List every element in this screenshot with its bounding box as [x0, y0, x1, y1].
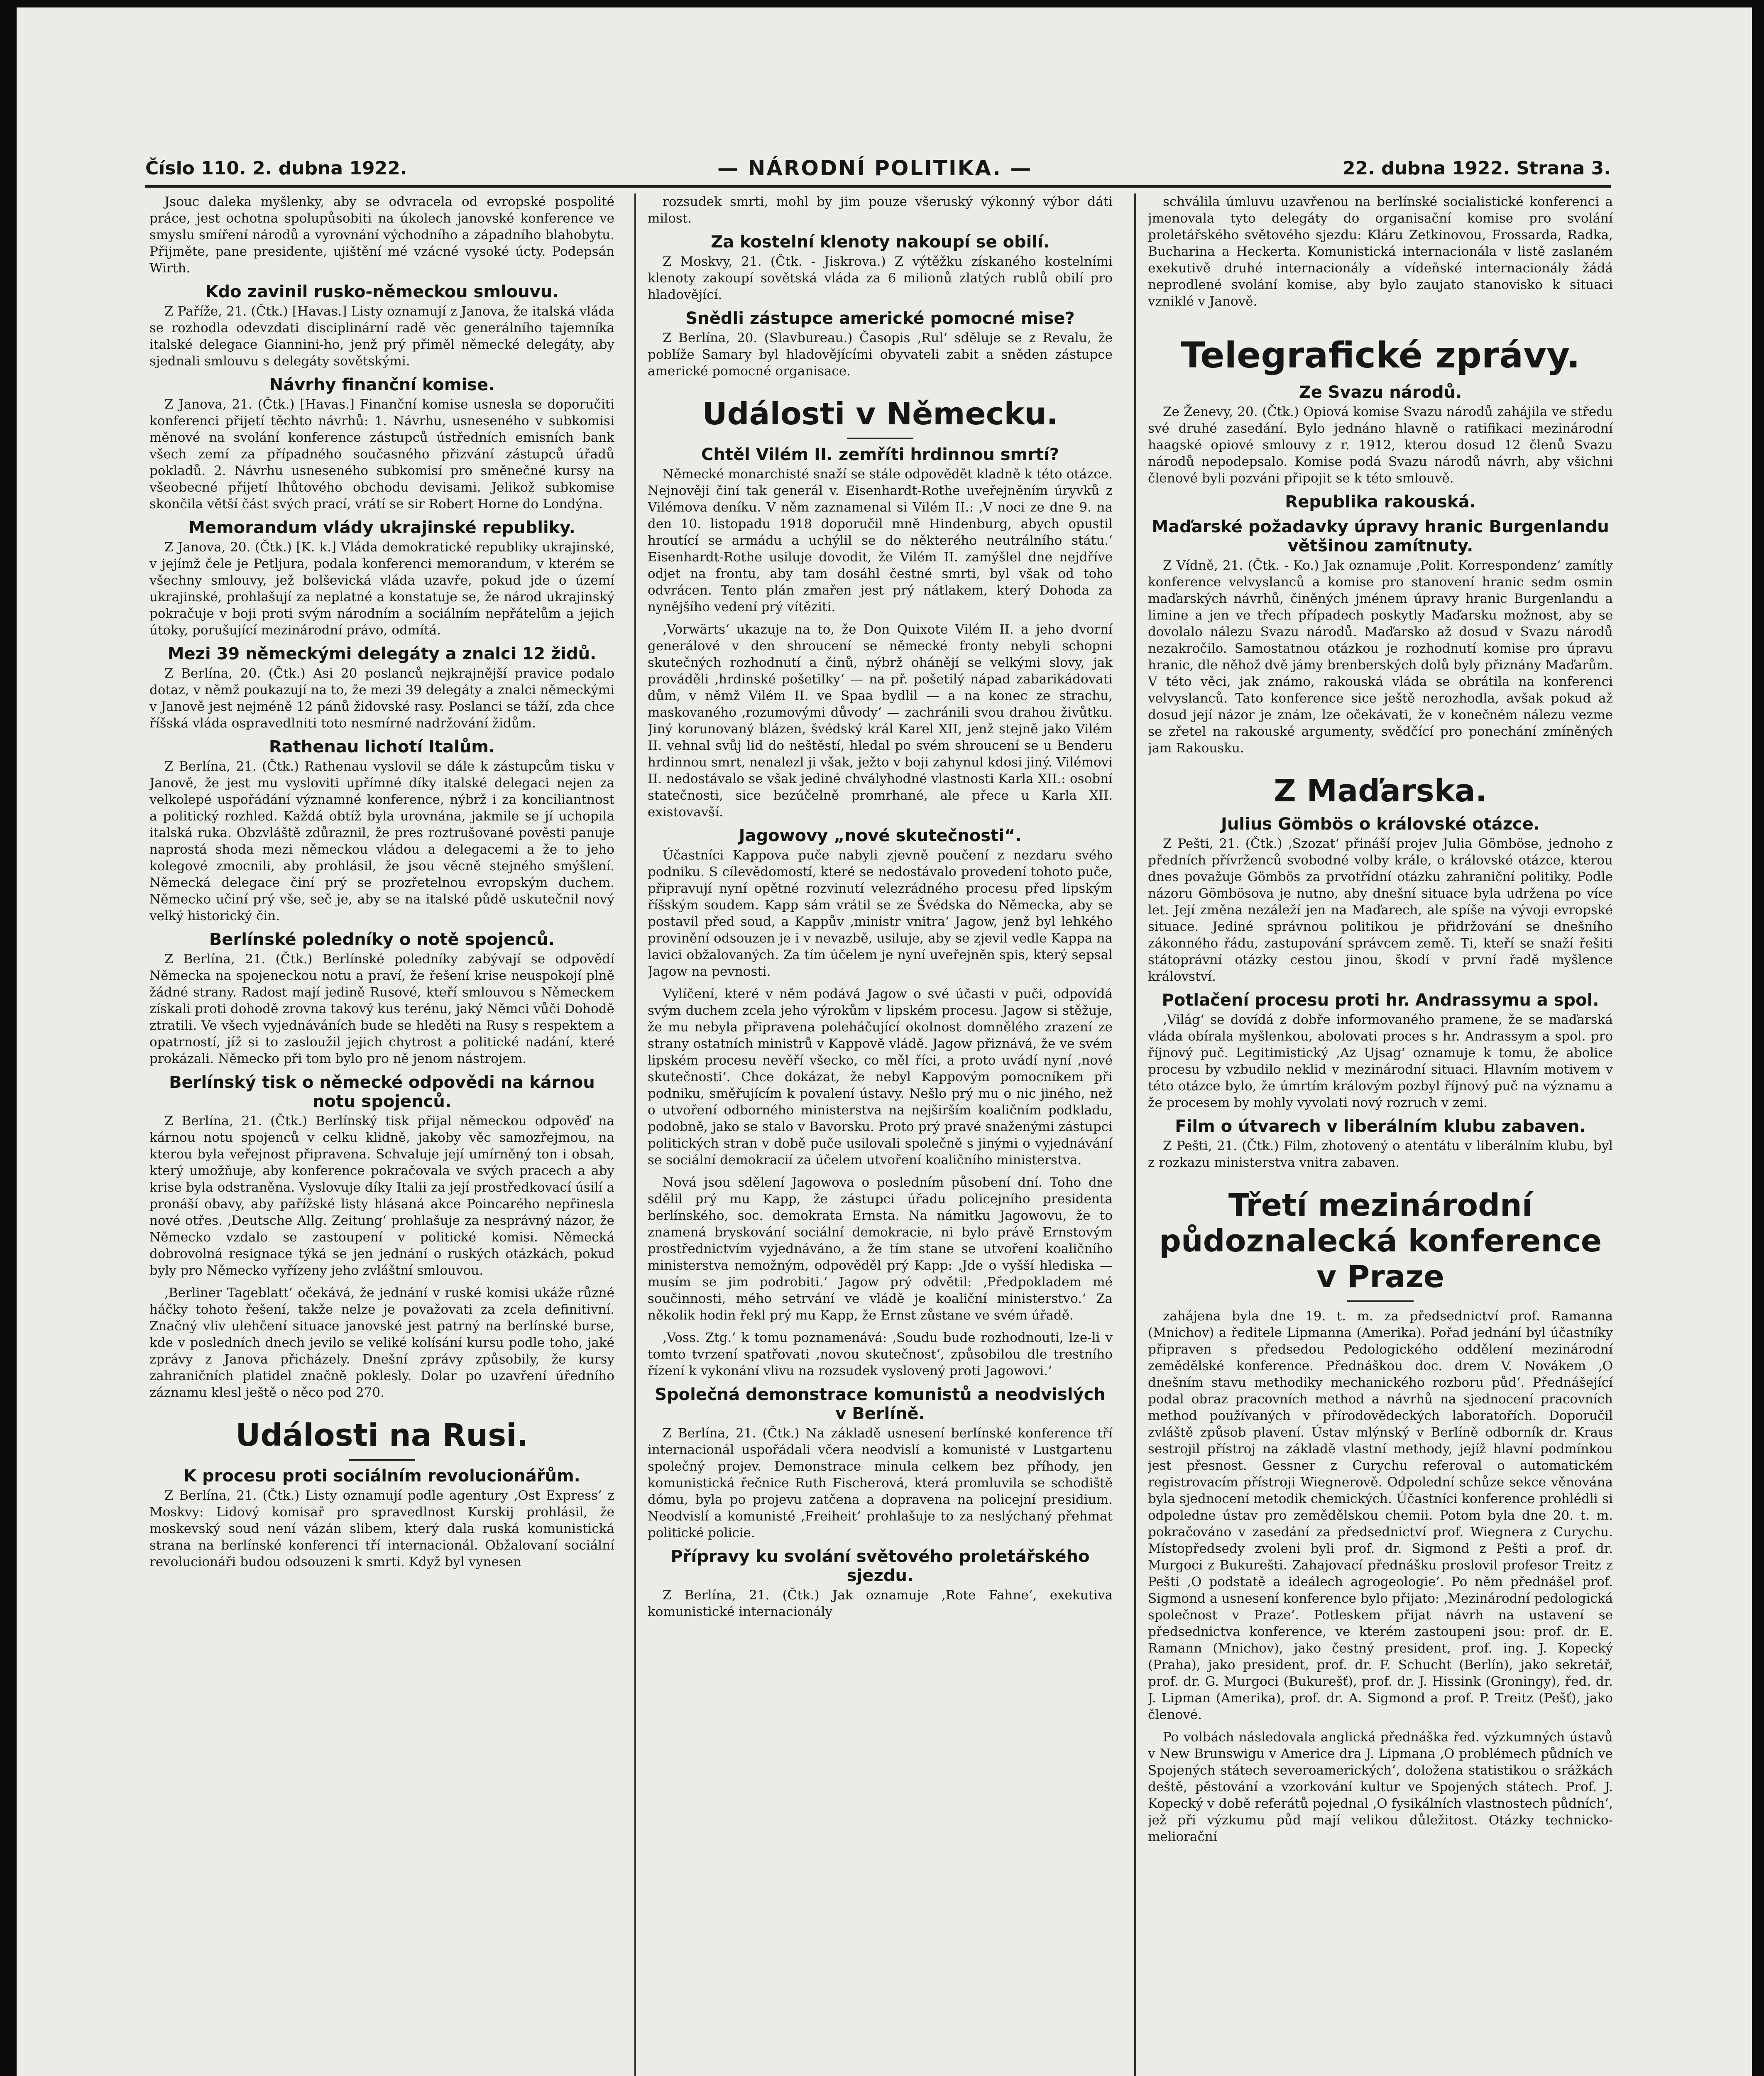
article-body: Z Berlína, 20. (Slavbureau.) Časopis ‚Rul‘ sděluje se z Revalu, že poblíže Samary byl hladovějícími obyvateli zabit a sněden zástupce americké pomocné organisace. — [648, 330, 1113, 379]
newspaper-page — [17, 7, 1752, 2076]
article-headline: Přípravy ku svolání světového proletářského sjezdu. — [670, 1547, 1090, 1585]
article — [648, 233, 1113, 303]
article-body: Z Berlína, 21. (Čtk.) Na základě usnesení berlínské konference tří internacionál uspořádali včera neodvislí a komunisté v Lustgartenu společný projev. Demonstrace minula celkem bez příhody, jen komunistická řečnice Ruth Fischerová, která promluvila se schodiště dómu, byla po projevu zatčena a dopravena na policejní presidium. Neodvislí a komunisté ‚Freiheit‘ prohlašuje to za neslýchaný přehmat politické policie. — [648, 1426, 1113, 1540]
section-heading: Z Maďarska. — [1274, 773, 1487, 809]
column-1-articles — [149, 193, 614, 1401]
header-rule — [145, 185, 1611, 188]
article-headline: Snědli zástupce americké pomocné mise? — [685, 309, 1075, 328]
page-number: 22. dubna 1922. Strana 3. — [1342, 157, 1611, 179]
column-1-tail — [149, 1466, 614, 1570]
article — [149, 193, 614, 277]
column-rule — [1134, 193, 1136, 2076]
column-2-articles — [648, 193, 1113, 379]
article-headline: Berlínský tisk o německé odpovědi na kárnou notu spojenců. — [169, 1073, 595, 1111]
article — [648, 1547, 1113, 1620]
article-body: ‚Világ‘ se dovídá z dobře informovaného pramene, že se maďarská vláda obírala myšlenkou, abolovati proces s hr. Andrassym a spol. pro říjnový puč. Legitimistický ‚Az Ujsag‘ oznamuje k tomu, že abolice procesu by vzbudilo neklid v mezinárodní situaci. Hlavním motivem v této otázce bylo, že úmrtím královým pozbyl říjnový puč na významu a že procesem by mohly vyvolati nový rozruch v zemi. — [1148, 1012, 1613, 1110]
section-heading: Telegrafické zprávy. — [1180, 335, 1581, 376]
column-2-tail — [648, 445, 1113, 1620]
masthead: — NÁRODNÍ POLITIKA. — — [717, 156, 1032, 180]
section-rule — [847, 438, 913, 439]
column-3-articles — [1148, 193, 1613, 310]
article-body: Po volbách následovala anglická přednáška řed. výzkumných ústavů v New Brunswigu v Americe dra J. Lipmana ‚O problémech půdních ve Spojených státech severoamerických‘, doložena statistikou o srážkách deště, pěstování a vzorkování kultur ve Spojených státech. Prof. J. Kopecký v době referátů pojednal ‚O fysikálních vlastnostech půdních‘, jež při výzkumu půd mají velikou důležitost. Otázky technicko-meliorační — [1148, 1730, 1613, 1844]
article-headline: Jagowovy „nové skutečnosti“. — [739, 826, 1022, 845]
article-headline: Memorandum vlády ukrajinské republiky. — [188, 518, 575, 537]
article-body: Vylíčení, které v něm podává Jagow o své účasti v puči, odpovídá svým duchem zcela jeho výrokům v lipském procesu. Jagow si stěžuje, že mu nebyla připravena poleháčující okolnost domnělého zrazení ze strany ostatních ministrů v Kappově vládě. Jagow přiznává, že ve svém lipském procesu nevěří všecko, co měl říci, a proto uvádí nyní ‚nové skutečnosti‘. Chce dokázat, že nebyl Kappovým pomocníkem při podniku, směřujícím k povalení ústavy. Nešlo prý mu o nic jiného, než o utvoření odborného ministerstva na nejširším koaličním podkladu, podobně, jako se stalo v Bavorsku. Proto prý pravé snaženými zástupci politických stran v době puče usilovali společně s jinými o vyjednávání se sociální demokracií za účelem utvoření koaličního ministerstva. — [648, 987, 1113, 1168]
article-body: Z Berlína, 21. (Čtk.) Berlínský tisk přijal německou odpověď na kárnou notu spojenců v celku klidně, jakoby věc samozřejmou, na kterou byla veřejnost připravena. Schvaluje její umírněný ton i obsah, který umožňuje, aby konference pokračovala ve svých pracech a aby krise byla odstraněna. Vyslovuje díky Italii za její prostředkovací úsilí a pronáší obavy, aby pařížské listy hlásaná akce Poincarého nepřinesla nové otřes. ‚Deutsche Allg. Zeitung‘ prohlašuje za nesprávný názor, že Německo vzdalo se zastoupení v politické komisi. Německá dobrovolná resignace týká se jen jednání o ruských otázkách, pokud byly pro Německo vyřízeny jeho zvláštní smlouvou. — [149, 1114, 614, 1278]
article — [648, 1329, 1113, 1379]
article-headline: Film o útvarech v liberálním klubu zabaven. — [1175, 1117, 1586, 1136]
column-1 — [149, 193, 614, 2076]
article-headline: Potlačení procesu proti hr. Andrassymu a spol. — [1162, 991, 1599, 1010]
article — [648, 1385, 1113, 1541]
article — [648, 621, 1113, 820]
article-headline: K procesu proti sociálním revolucionářům. — [183, 1466, 580, 1486]
article — [1148, 1729, 1613, 1845]
article-headline: Republika rakouská. — [1285, 492, 1476, 512]
article — [149, 1073, 614, 1279]
article — [648, 1174, 1113, 1324]
article-body: Z Janova, 21. (Čtk.) [Havas.] Finanční komise usnesla se doporučiti konferenci přijetí těchto návrhů: 1. Návrhu, usneseného v subkomisi měnové na svolání konference zástupců ústředních emisních bank všech zemí za případného současného přizvání zástupců úřadů pokladů. 2. Návrhu usneseného subkomisí pro směnečné kursy na všeobecné přijetí lhůtového obchodu devisami. Jelikož subkomise skončila větší část svých prací, vrátí se sir Robert Horne do Londýna. — [149, 397, 614, 512]
section-rule — [1347, 1300, 1414, 1302]
section-rule — [349, 1459, 415, 1461]
article-body: ‚Voss. Ztg.‘ k tomu poznamenává: ‚Soudu bude rozhodnouti, lze-li v tomto tvrzení spatřovati ‚novou skutečnost‘, způsobilou dle trestního řízení k vykonání vlivu na rozsudek vyslovený proti Jagowovi.‘ — [648, 1330, 1113, 1378]
article-headline: Julius Gömbös o královské otázce. — [1221, 815, 1540, 834]
issue-info: Číslo 110. 2. dubna 1922. — [145, 157, 407, 179]
article — [1148, 383, 1613, 487]
article-headline: Kdo zavinil rusko-německou smlouvu. — [205, 282, 559, 301]
article — [149, 375, 614, 512]
article — [648, 826, 1113, 980]
column-3 — [1148, 193, 1613, 2076]
article — [1148, 492, 1613, 512]
article-body: Z Berlína, 21. (Čtk.) Rathenau vyslovil se dále k zástupcům tisku v Janově, že jest mu vysloviti upřímné díky italské delegaci nejen za velkolepé uspořádání významné konference, nýbrž i za konciliantnost a politický rozhled. Každá obtíž byla urovnána, jakmile se jí uchopila italská ruka. Obzvláště zdůraznil, že pres roztrušované pověsti panuje naprostá shoda mezi německou vládou a delegacemi a že to jeho kolegové zmocnili, aby prohlásil, že jsou věcně stejného smýšlení. Německá delegace činí prý se prozřetelnou evropským duchem. Německo učiní prý vše, seč je, aby se na italské půdě uskutečnil nový velký historický čin. — [149, 759, 614, 923]
article-headline: Za kostelní klenoty nakoupí se obilí. — [711, 233, 1050, 252]
article-body: Z Vídně, 21. (Čtk. - Ko.) Jak oznamuje ‚Polit. Korrespondenz‘ zamítly konference velvyslanců a komise pro stanovení hranic sedm osmin maďarských návrhů, činěných jménem úpravy hranic Burgenlandu a limine a jen ve třech případech poskytly Maďarsku možnost, aby se dovolalo nálezu Svazu národů. Maďarsko až dosud v Svazu národů nezakročilo. Samostatnou otázkou je rozhodnutí komise pro úpravu hranic, dle něhož dvě jámy brenberských dolů byly přiznány Maďarům. V této věci, jak známo, rakouská vláda se obrátila na konferenci velvyslanců. Tato konference sice ještě nerozhodla, avšak pokud až dosud její názor je znám, lze očekávati, že v konečném nálezu vezme se zřetel na rakouské argumenty, svědčící pro ponechání zmíněných jam Rakousku. — [1148, 558, 1613, 756]
article-body: Z Berlína, 21. (Čtk.) Berlínské poledníky zabývají se odpovědí Německa na spojeneckou notu a praví, že řešení krise neuspokojí plně žádné strany. Radost mají jedině Rusové, kteří smlouvou s Německem získali proti dohodě zrovna takový kus terénu, jaký Němci vůči Dohodě ztratili. Ve všech vyjednáváních bude se hleděti na Rusy s respektem a opatrností, jíž si to zasloužil jejich chytrost a politické nadání, které prokázali. Německo při tom bylo pro ně jenom nástrojem. — [149, 952, 614, 1066]
article — [648, 193, 1113, 227]
article — [149, 282, 614, 370]
column-3-tail-3 — [1148, 1308, 1613, 1845]
page-header — [145, 155, 1611, 181]
article-headline: Rathenau lichotí Italům. — [269, 737, 495, 756]
article — [149, 737, 614, 924]
article-body: Z Berlína, 21. (Čtk.) Jak oznamuje ‚Rote Fahne‘, exekutiva komunistické internacionály — [648, 1588, 1113, 1619]
article-body: Z Pešti, 21. (Čtk.) Film, zhotovený o atentátu v liberálním klubu, byl z rozkazu ministerstva vnitra zabaven. — [1148, 1138, 1613, 1170]
article — [149, 518, 614, 639]
article-headline: Chtěl Vilém II. zemříti hrdinnou smrtí? — [701, 445, 1059, 464]
article-headline: Berlínské poledníky o notě spojenců. — [209, 930, 555, 949]
article-body: zahájena byla dne 19. t. m. za předsednictví prof. Ramanna (Mnichov) a ředitele Lipmanna (Amerika). Pořad jednání byl účastníky připraven s předsedou Pedologického oddělení mezinárodní zemědělské konference. Přednáškou doc. drem V. Novákem ‚O dnešním stavu methodiky mechanického rozboru půd‘. Přednášející podal obraz pracovních method a návrhů na sjednocení pracovních method používaných v přírodovědeckých laboratořích. Doporučil zvláště způsob plavení. Ústav mlýnský v Berlíně odborník dr. Kraus sestrojil přístroj na základě vlastní methody, jejíž hlavní podmínkou jest přesnost. Gessner z Curychu referoval o automatickém registrovacím přístroji Wiegnerově. Odpolední schůze sekce věnována byla sjednocení metodik chemických. Účastníci konference prohlédli si odpoledne ústav pro zemědělskou chemii. Potom byla dne 20. t. m. pokračováno v zasedání za předsednictví prof. Wiegnera z Curychu. Místopředsedy zvoleni byli prof. dr. Sigmond z Pešti a prof. dr. Murgoci z Bukurešti. Zahajovací přednášku proslovil profesor Treitz z Pešti ‚O podstatě a ideálech agrogeologie‘. Po něm přednášel prof. Sigmond a usnesení konference bylo přijato: ‚Mezinárodní pedologická společnost v Praze‘. Potleskem přijat návrh na ustavení se předsednictva konference, ve kterém zastoupeni jsou: prof. dr. E. Ramann (Mnichov), jako čestný president, prof. ing. J. Kopecký (Praha), jako president, prof. dr. F. Schucht (Berlín), jako sekretář, prof. dr. G. Murgoci (Bukurešť), prof. dr. J. Hissink (Groningy), řed. dr. J. Lipman (Amerika), prof. dr. A. Sigmond a prof. P. Treitz (Pešť), jako členové. — [1148, 1309, 1613, 1722]
article-headline: Maďarské požadavky úpravy hranic Burgenlandu většinou zamítnuty. — [1152, 517, 1609, 556]
article-body: Z Pešti, 21. (Čtk.) ‚Szozat‘ přináší projev Julia Gömböse, jednoho z předních přívrženců svobodné volby krále, o královské otázce, kterou dnes považuje Gömbös za prvotřídní otázku zahraniční politiky. Podle názoru Gömbösova je nutno, aby dnešní situace byla udržena po více let. Její změna nezáleží jen na Maďarech, ale spíše na vývoji evropské situace. Jediné správnou politikou je přidržování se dnešního zákonného řádu, zastupování správcem země. Ti, kteří se snaží řešiti státoprávní otázky cestou jinou, škodí v první řadě myšlence království. — [1148, 836, 1613, 984]
article — [1148, 193, 1613, 310]
section-heading: Třetí mezinárodní půdoznalecká konference v Praze — [1159, 1187, 1602, 1295]
article — [648, 986, 1113, 1168]
article — [149, 1285, 614, 1401]
article-body: Z Janova, 20. (Čtk.) [K. k.] Vláda demokratické republiky ukrajinské, v jejímž čele je Petljura, podala konferenci memorandum, v kterém se všechny smlouvy, jež bolševická vláda uzavře, pokud jde o území ukrajinské, prohlašují za neplatné a konstatuje se, že národ ukrajinský pokračuje v boji proti svým národním a sociálním nepřátelům a jejich útoky, porušující mezinárodní právo, odmítá. — [149, 540, 614, 638]
section-heading: Události v Německu. — [702, 396, 1058, 432]
article-body: Ze Ženevy, 20. (Čtk.) Opiová komise Svazu národů zahájila ve středu své druhé zasedání. Bylo jednáno hlavně o ratifikaci mezinárodní haagské opiové smlouvy z r. 1912, kterou dosud 12 členů Svazu národů nepodepsalo. Komise podá Svazu národů návrh, aby všichni členové byli pozváni připojit se k této smlouvě. — [1148, 404, 1613, 486]
article — [1148, 1117, 1613, 1171]
article — [1148, 991, 1613, 1111]
article-body: Německé monarchisté snaží se stále odpovědět kladně k této otázce. Nejnověji činí tak generál v. Eisenhardt-Rothe uveřejněním úryvků z Vilémova deníku. V něm zaznamenal si Vilém II.: ‚V noci ze dne 9. na den 10. listopadu 1918 doporučil mně Hindenburg, abych opustil hroutící se armádu a uchýlil se do některého neutrálního státu.‘ Eisenhardt-Rothe usiluje dovodit, že Vilém II. zamýšlel dne nejdříve odjet na frontu, aby tam dosáhl čestné smrti, byl však od toho odvrácen. Tento plán zmařen jest prý nátlakem, který Dohoda za nynějšího vedení prý vítěziti. — [648, 467, 1113, 614]
article — [149, 644, 614, 732]
article-headline: Ze Svazu národů. — [1299, 383, 1462, 402]
article — [1148, 517, 1613, 756]
article — [1148, 1308, 1613, 1723]
article-body: Účastníci Kappova puče nabyli zjevně poučení z nezdaru svého podniku. S cílevědomostí, které se nedostávalo provedení tohoto puče, připravují nyní opětné rozvinutí velezrádného procesu před lipským říšským soudem. Kapp sám vrátil se ze Švédska do Německa, aby se postavil před soud, a Kappův ‚ministr vnitra‘ Jagow, jenž byl lehkého provinění odsouzen je i v nevazbě, usiluje, aby se zjevil vedle Kappa na lavici obžalovaných. Za tím účelem je nyní uveřejněn spis, který sepsal Jagow na pevnosti. — [648, 848, 1113, 979]
article-body: Nová jsou sdělení Jagowova o posledním působení dní. Toho dne sdělil prý mu Kapp, že zástupci úřadu policejního presidenta berlínského, soc. demokrata Ernsta. Na námitku Jagowovu, že to znamená bryskování sociální demokracie, ni bylo právě Ernstovým prostřednictvím vyjednáváno, a že tím stane se utvoření koaličního ministerstva nemožným, odpověděl prý Kapp: ‚Jde o vyšší hlediska — musím se jim podrobiti.‘ Jagow prý odvětil: ‚Předpokladem mé součinnosti, mého setrvání ve vládě je koaliční ministerstvo.‘ Za několik hodin řekl prý mu Kapp, že Ernst zůstane ve svém úřadě. — [648, 1175, 1113, 1323]
article-body: ‚Berliner Tageblatt‘ očekává, že jednání v ruské komisi ukáže různé háčky tohoto řešení, takže nelze je považovati za zcela definitivní. Značný vliv ulehčení situace janovské jest patrný na berlínské burse, kde v posledních dnech jevilo se veliké kolísání kursu podle toho, jaké zprávy z Janova přicházely. Dnešní zprávy způsobily, že kursy zahraničních platidel značně poklesly. Dolar po uzavření úředního záznamu klesl ještě o něco pod 270. — [149, 1285, 614, 1400]
article-body: rozsudek smrti, mohl by jim pouze všeruský výkonný výbor dáti milost. — [648, 194, 1113, 226]
article-body: ‚Vorwärts‘ ukazuje na to, že Don Quixote Vilém II. a jeho dvorní generálové v den shroucení se německé fronty nebyli schopni skutečných rozhodnutí a činů, nýbrž ohánějí se velkými slovy, jak prováděli ‚hrdinské pošetilky‘ — na př. pošetilý nápad zabarikádovati dům, v němž Vilém II. ve Spaa bydlil — a na konec ze strachu, maskovaného ‚rozumovými důvody‘ — zachránili svou drahou živůtku. Jiný korunovaný blázen, švédský král Karel XII, jenž stejně jako Vilém II. vehnal svůj lid do neštěstí, hledal po svém shroucení se u Benderu hrdinnou smrt, nenalezl ji však, ježto v boji zahynul kdosi jiný. Vilémovi II. nedostávalo se však jediné chvályhodné vlastnosti Karla XII.: osobní statečnosti, sice bezúčelně promrhané, ale přece u Karla XII. existovavší. — [648, 622, 1113, 820]
article-body: Z Moskvy, 21. (Čtk. - Jiskrova.) Z výtěžku získaného kostelními klenoty zakoupí sovětská vláda za 6 milionů zlatých rublů obilí pro hladovějící. — [648, 254, 1113, 302]
article-headline: Mezi 39 německými delegáty a znalci 12 židů. — [167, 644, 597, 663]
column-2 — [648, 193, 1113, 2076]
article-body: Z Berlína, 21. (Čtk.) Listy oznamují podle agentury ‚Ost Express‘ z Moskvy: Lidový komisař pro spravedlnost Kurskij prohlásil, že moskevský soud není vázán slibem, který dala ruská komunistická strana na berlínské konferenci tří internacionál. Obžalovaní sociální revolucionáři budou odsouzeni k smrti. Když byl vynesen — [149, 1488, 614, 1569]
column-rule — [634, 193, 636, 2076]
column-3-tail — [1148, 383, 1613, 756]
section-heading: Události na Rusi. — [235, 1417, 528, 1453]
article-body: Z Berlína, 20. (Čtk.) Asi 20 poslanců nejkrajnější pravice podalo dotaz, v němž poukazují na to, že mezi 39 delegáty a znalci německými v Janově jest nejméně 12 pánů židovské rasy. Poslanci se táží, zda chce říšská vláda ospravedlniti toto nesmírné nadržování židům. — [149, 666, 614, 731]
article-body: Jsouc daleka myšlenky, aby se odvracela od evropské pospolité práce, jest ochotna spolupůsobiti na úkolech janovské konference ve smyslu smíření národů a vyrovnání východního a západního blahobytu. Přijměte, pane presidente, ujištění mé vzácné vysoké úcty. Podepsán Wirth. — [149, 194, 614, 276]
article-headline: Společná demonstrace komunistů a neodvislých v Berlíně. — [655, 1385, 1106, 1423]
column-3-tail-2 — [1148, 815, 1613, 1171]
article-body: schválila úmluvu uzavřenou na berlínské socialistické konferenci a jmenovala tyto delegáty do organisační komise pro svolání proletářského světového sjezdu: Kláru Zetkinovou, Frossarda, Radka, Bucharina a Heckerta. Komunistická internacionála v listě zaslaném exekutivě druhé internacionály a vídeňské internacionály žádá neprodlené svolání komise, aby bylo zaujato stanovisko k situaci vzniklé v Janově. — [1148, 194, 1613, 309]
article — [648, 309, 1113, 379]
article-headline: Návrhy finanční komise. — [269, 375, 495, 394]
article — [648, 445, 1113, 615]
article-body: Z Paříže, 21. (Čtk.) [Havas.] Listy oznamují z Janova, že italská vláda se rozhodla odevzdati disciplinární radě věc generálního tajemníka italské delegace Giannini-ho, jenž prý přiměl německé delegáty, aby sjednali smlouvu s delegáty sovětskými. — [149, 304, 614, 369]
article — [149, 1466, 614, 1570]
article — [149, 930, 614, 1067]
article — [1148, 815, 1613, 985]
